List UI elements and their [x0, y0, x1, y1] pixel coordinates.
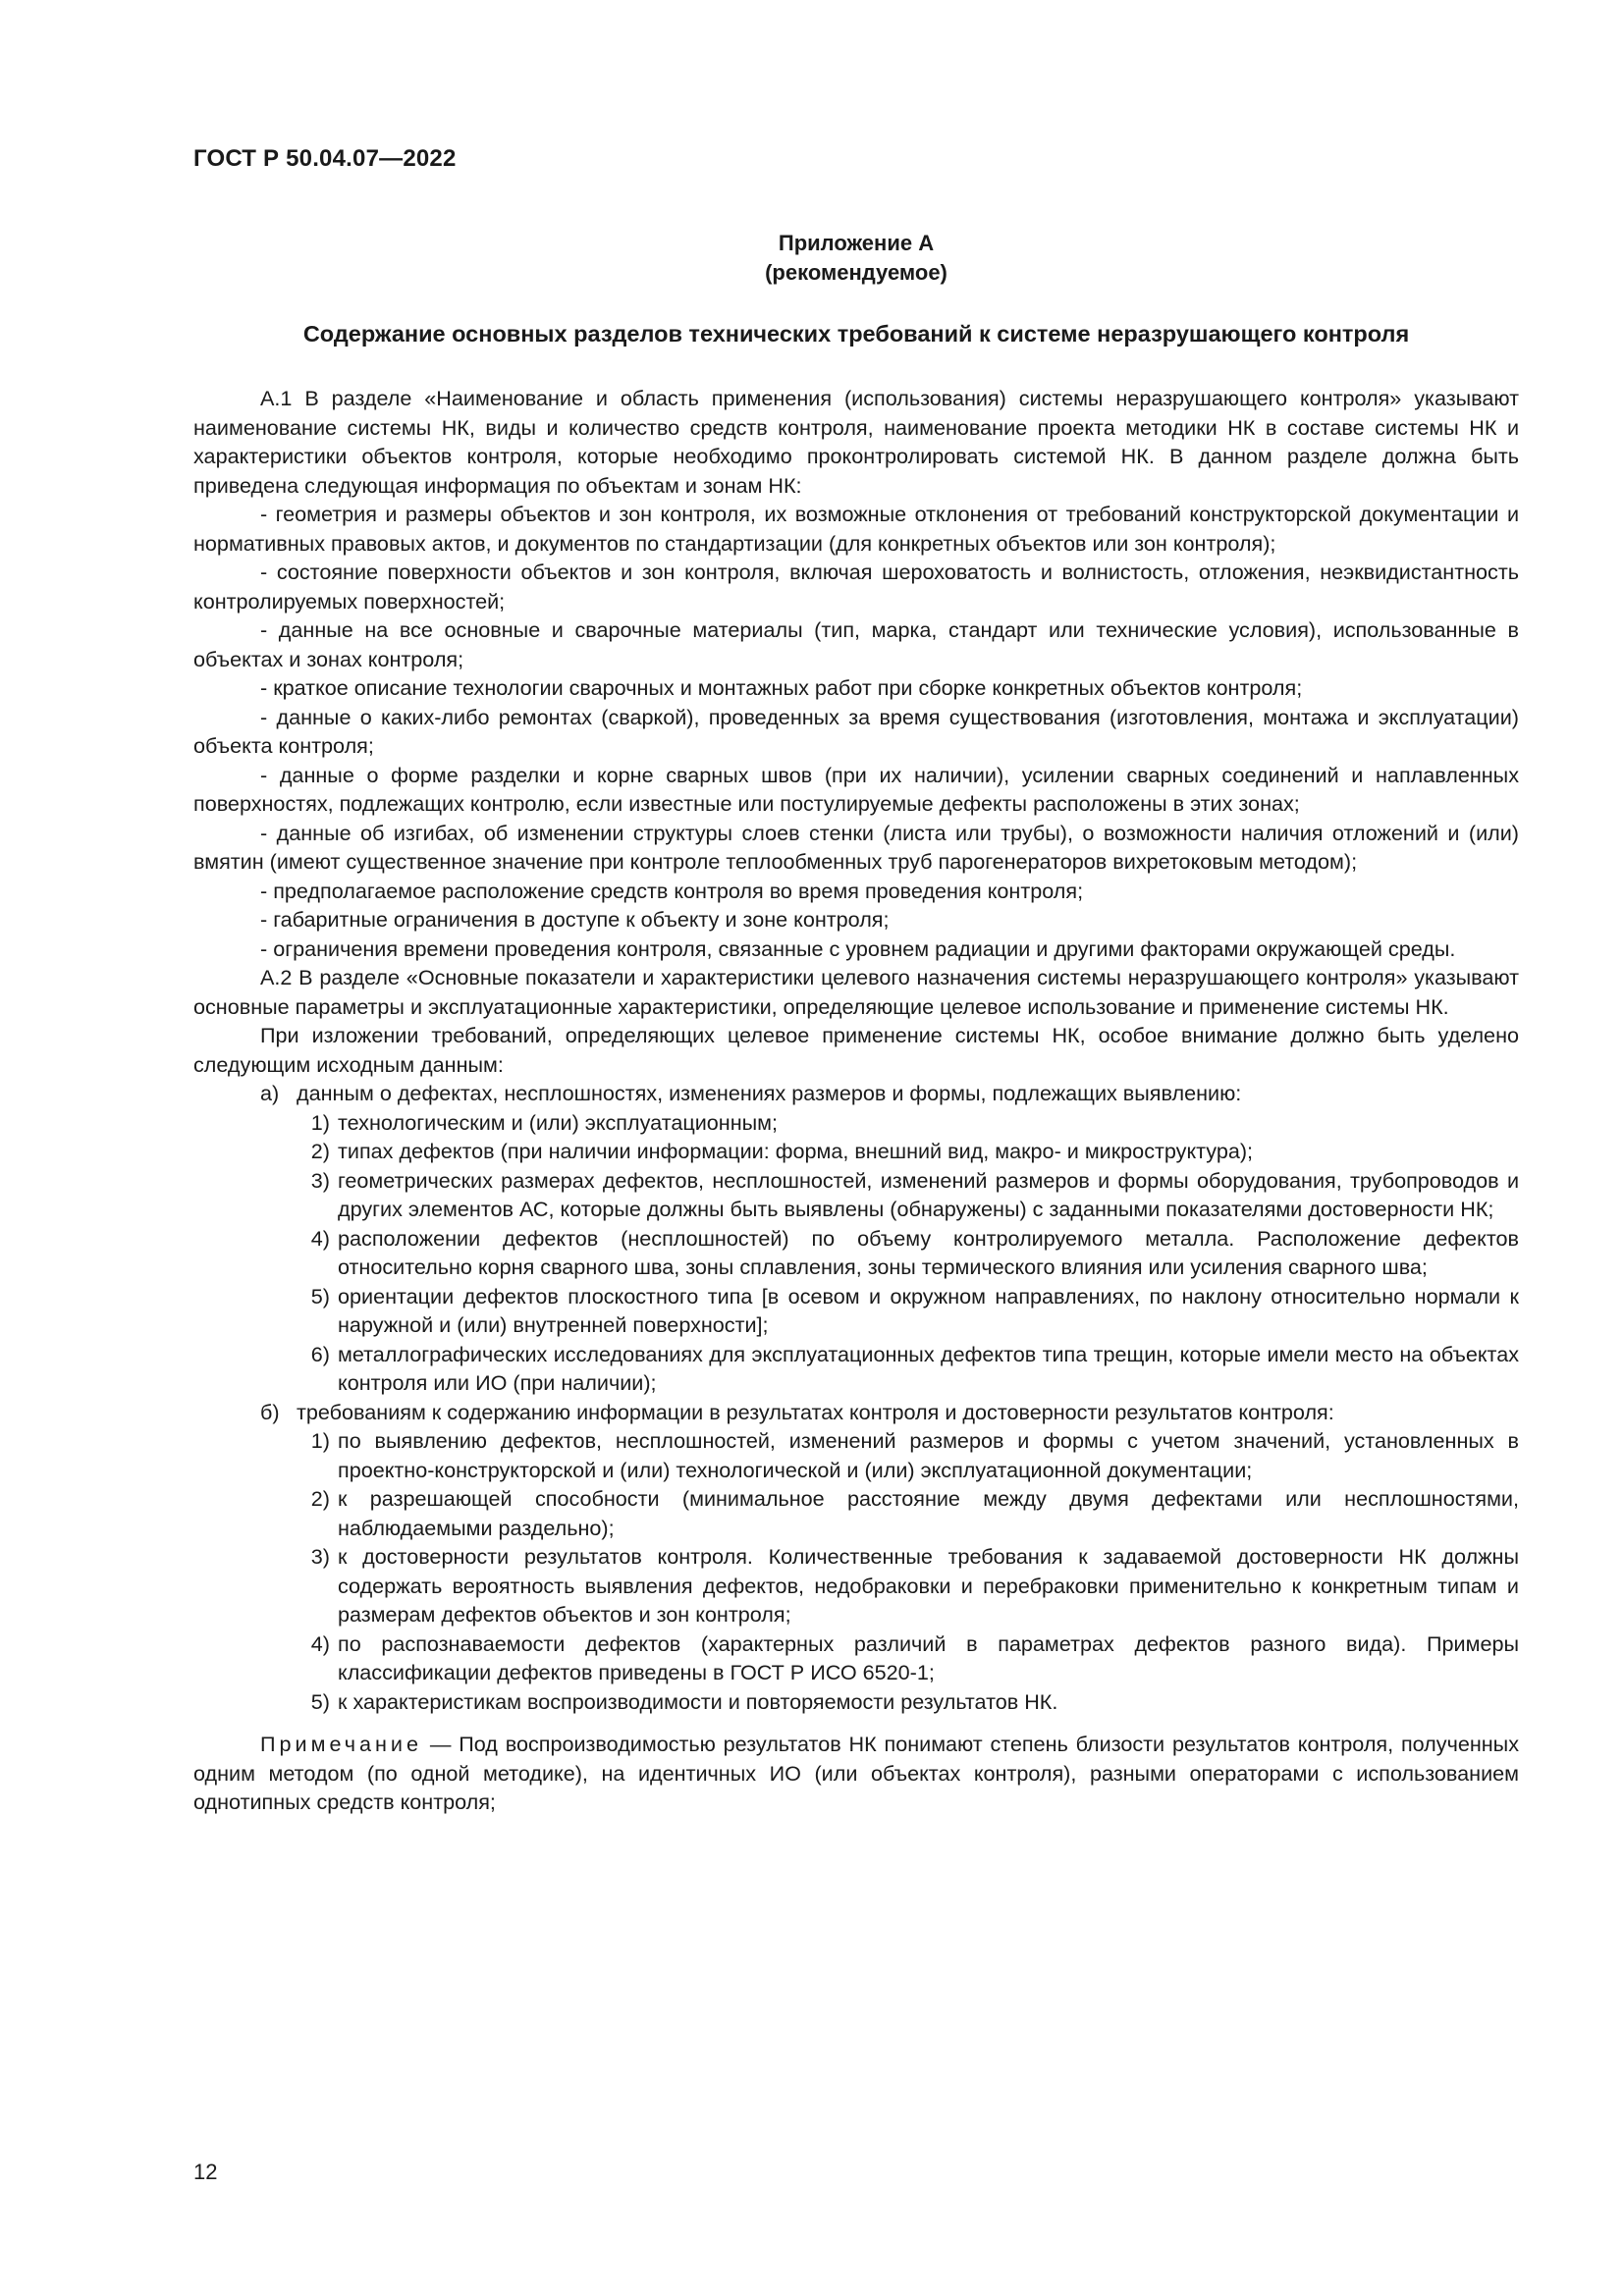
list-item [193, 1426, 1519, 1484]
sublist-text: требованиям к содержанию информации в результатах контроля и достоверности результатов контроля: [297, 1399, 1334, 1424]
clause-a2-intro: А.2 В разделе «Основные показатели и характеристики целевого назначения системы неразрушающего контроля» указывают основные параметры и эксплуатационные характеристики, определяющие целевое использование и применение системы НК. [193, 965, 1519, 1019]
item-number: 4) [310, 1225, 330, 1251]
item-text: расположении дефектов (несплошностей) по объему контролируемого металла. Расположение дефектов относительно корня сварного шва, зоны сплавления, зоны термического влияния или усиления сварного шва; [338, 1225, 1519, 1279]
list-item [193, 1166, 1519, 1224]
item-text: ориентации дефектов плоскостного типа [в осевом и окружном направлениях, по наклону относительно нормали к наружной и (или) внутренней поверхности]; [338, 1283, 1519, 1337]
item-text: типах дефектов (при наличии информации: форма, внешний вид, макро- и микроструктура); [338, 1139, 1254, 1163]
list-item [193, 1282, 1519, 1340]
item-number: 6) [310, 1341, 330, 1366]
list-item [193, 1224, 1519, 1282]
item-text: к характеристикам воспроизводимости и повторяемости результатов НК. [338, 1688, 1058, 1714]
clause-a2-lead: При изложении требований, определяющих целевое применение системы НК, особое внимание должно быть уделено следующим исходным данным: [193, 1023, 1519, 1077]
item-number: 5) [310, 1283, 330, 1308]
sublist-marker: а) [260, 1081, 280, 1105]
document-body [193, 384, 1519, 1817]
item-number: 5) [310, 1688, 330, 1714]
list-item [193, 1340, 1519, 1398]
item-number: 2) [310, 1486, 330, 1511]
note-text: — Под воспроизводимостью результатов НК понимают степень близости результатов контроля, полученных одним методом (по одной методике), на идентичных ИО (или объектах контроля), разными операторами с использованием однотипных средств контроля; [193, 1732, 1519, 1814]
item-number: 1) [310, 1428, 330, 1453]
list-item: - геометрия и размеры объектов и зон контроля, их возможные отклонения от требований конструкторской документации и нормативных правовых актов, и документов по стандартизации (для конкретных объектов или зон контроля); [193, 502, 1519, 556]
list-item: - краткое описание технологии сварочных и монтажных работ при сборке конкретных объектов контроля; [260, 675, 1303, 700]
item-number: 4) [310, 1630, 330, 1656]
note-label: Примечание [260, 1732, 422, 1756]
list-item: - ограничения времени проведения контроля, связанные с уровнем радиации и другими факторами окружающей среды. [260, 935, 1456, 961]
section-title: Содержание основных разделов технических требований к системе неразрушающего контроля [302, 321, 1410, 347]
item-text: геометрических размерах дефектов, несплошностей, изменений размеров и формы оборудования, трубопроводов и других элементов АС, которые должны быть выявлены (обнаружены) с заданными показателями достоверности НК; [338, 1167, 1519, 1221]
appendix-status: (рекомендуемое) [765, 260, 947, 285]
item-text: по распознаваемости дефектов (характерных различий в параметрах дефектов разного вида). Примеры классификации дефектов приведены в ГОСТ Р ИСО 6520-1; [338, 1630, 1519, 1684]
list-item: - данные о каких-либо ремонтах (сваркой), проведенных за время существования (изготовления, монтажа и эксплуатации) объекта контроля; [193, 704, 1519, 758]
sublist-a [193, 1079, 1519, 1108]
sublist-marker: б) [260, 1399, 280, 1424]
list-item: - предполагаемое расположение средств контроля во время проведения контроля; [260, 878, 1084, 903]
list-item: - состояние поверхности объектов и зон контроля, включая шероховатость и волнистость, отложения, неэквидистантность контролируемых поверхностей; [193, 560, 1519, 614]
sublist-b [193, 1398, 1519, 1427]
list-item [193, 1137, 1519, 1166]
list-item: - данные об изгибах, об изменении структуры слоев стенки (листа или трубы), о возможности наличия отложений и (или) вмятин (имеют существенное значение при контроле теплообменных труб парогенераторов вихретоковым методом); [193, 820, 1519, 874]
item-text: по выявлению дефектов, несплошностей, изменений размеров и формы с учетом значений, установленных в проектно-конструкторской и (или) технологической и (или) эксплуатационной документации; [338, 1428, 1519, 1482]
note-paragraph [193, 1730, 1519, 1817]
appendix-heading [193, 229, 1519, 288]
item-text: технологическим и (или) эксплуатационным; [338, 1109, 779, 1135]
page-number: 12 [193, 2160, 218, 2184]
clause-a1-intro: А.1 В разделе «Наименование и область применения (использования) системы неразрушающего контроля» указывают наименование системы НК, виды и количество средств контроля, наименование проекта методики НК в составе системы НК и характеристики объектов контроля, которые необходимо проконтролировать системой НК. В данном разделе должна быть приведена следующая информация по объектам и зонам НК: [193, 386, 1519, 498]
standard-designation: ГОСТ Р 50.04.07—2022 [193, 145, 457, 172]
list-item: - габаритные ограничения в доступе к объекту и зоне контроля; [260, 907, 890, 932]
list-item [193, 1542, 1519, 1629]
list-item [193, 1687, 1519, 1717]
appendix-title: Приложение А [778, 231, 935, 255]
sublist-text: данным о дефектах, несплошностях, изменениях размеров и формы, подлежащих выявлению: [297, 1081, 1242, 1105]
list-item: - данные о форме разделки и корне сварных швов (при их наличии), усилении сварных соединений и наплавленных поверхностях, подлежащих контролю, если известные или постулируемые дефекты расположены в этих зонах; [193, 762, 1519, 816]
list-item [193, 1629, 1519, 1687]
list-item [193, 1484, 1519, 1542]
item-number: 1) [310, 1109, 330, 1135]
item-text: к разрешающей способности (минимальное расстояние между двумя дефектами или несплошностями, наблюдаемыми раздельно); [338, 1486, 1519, 1540]
list-item [193, 1108, 1519, 1138]
item-number: 3) [310, 1167, 330, 1193]
item-number: 3) [310, 1544, 330, 1569]
item-text: к достоверности результатов контроля. Количественные требования к задаваемой достоверности НК должны содержать вероятность выявления дефектов, недобраковки и перебраковки применительно к конкретным типам и размерам дефектов объектов и зон контроля; [338, 1544, 1519, 1627]
item-number: 2) [310, 1139, 330, 1163]
document-page [193, 0, 1519, 2296]
item-text: металлографических исследованиях для эксплуатационных дефектов типа трещин, которые имели место на объектах контроля или ИО (при наличии); [338, 1341, 1519, 1395]
spacer [193, 1716, 1519, 1730]
list-item: - данные на все основные и сварочные материалы (тип, марка, стандарт или технические условия), использованные в объектах и зонах контроля; [193, 617, 1519, 671]
